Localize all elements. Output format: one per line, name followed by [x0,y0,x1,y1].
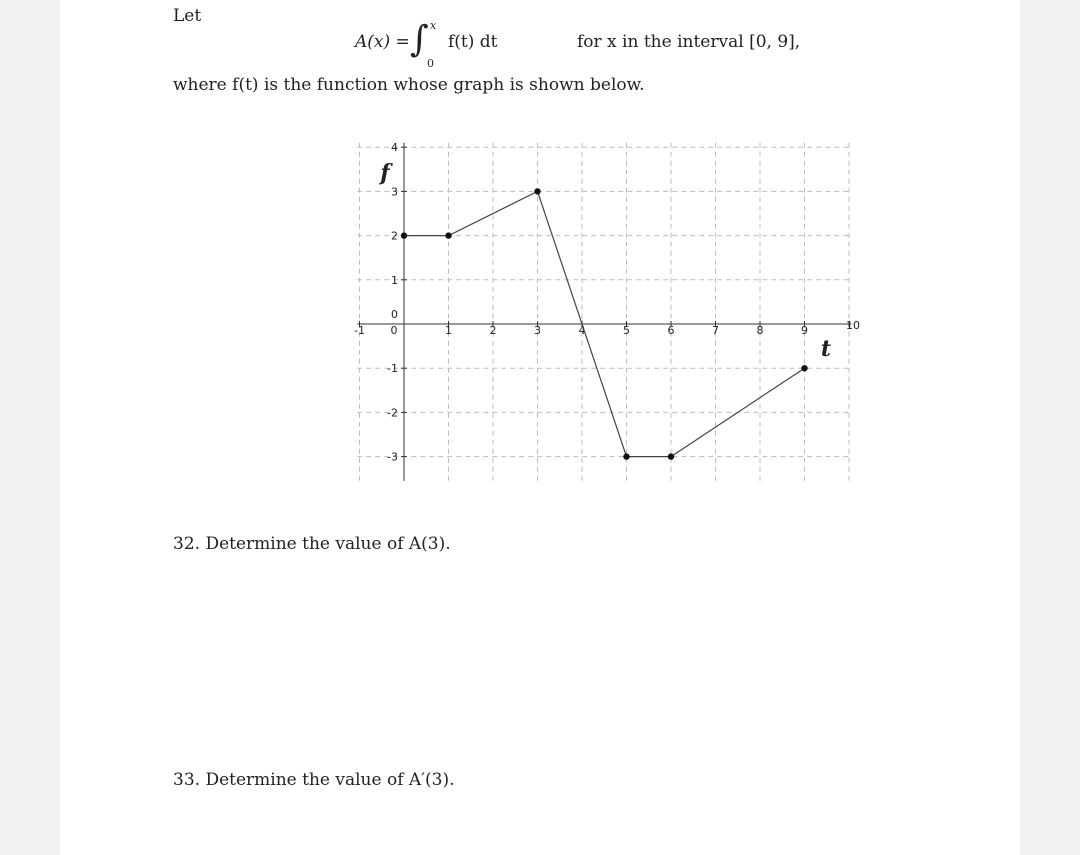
y-tick-label: 1 [391,273,398,287]
data-point [623,453,629,459]
axes [357,143,851,481]
integrand: f(t) dt [448,32,498,52]
data-point [668,453,674,459]
x-tick-label: 1 [445,324,452,337]
upper-limit: x [430,19,437,32]
y-tick-label: 2 [391,229,398,243]
formula-lhs: A(x) = [355,32,410,52]
x-tick-label: 6 [667,324,675,337]
y-axis-label: f [380,160,390,186]
interval-condition: for x in the interval [0, 9], [577,32,801,52]
y-tick-label: -2 [387,406,398,420]
data-point [534,188,540,194]
function-graph [288,140,860,492]
y-tick-label: -1 [387,362,398,376]
integral-sign-icon: ∫ [410,19,429,60]
y-tick-label: 3 [391,185,398,199]
question-33: 33. Determine the value of A′(3). [173,770,455,790]
grid [357,143,851,481]
intro-text: Let [173,6,202,26]
x-tick-label: -1 [354,324,365,337]
x-tick-label: 9 [801,324,808,337]
data-point [445,232,451,238]
data-point [801,365,807,371]
description-text: where f(t) is the function whose graph is shown below. [173,75,645,95]
document-page [60,0,1020,855]
tick-labels [354,141,860,463]
x-tick-label: 8 [756,324,764,337]
x-tick-label: 10 [846,319,860,332]
x-tick-label: 0 [390,324,398,337]
question-32: 32. Determine the value of A(3). [173,534,451,554]
x-tick-label: 4 [578,324,586,337]
lower-limit: 0 [427,57,434,70]
y-tick-label: -3 [387,450,398,464]
data-point [401,232,407,238]
y-tick-label: 4 [391,141,398,155]
x-tick-label: 7 [712,324,719,337]
y-tick-label: 0 [391,308,398,321]
x-tick-label: 2 [489,324,497,337]
x-axis-label: t [820,336,832,362]
x-tick-label: 5 [623,324,630,337]
x-tick-label: 3 [534,324,541,337]
